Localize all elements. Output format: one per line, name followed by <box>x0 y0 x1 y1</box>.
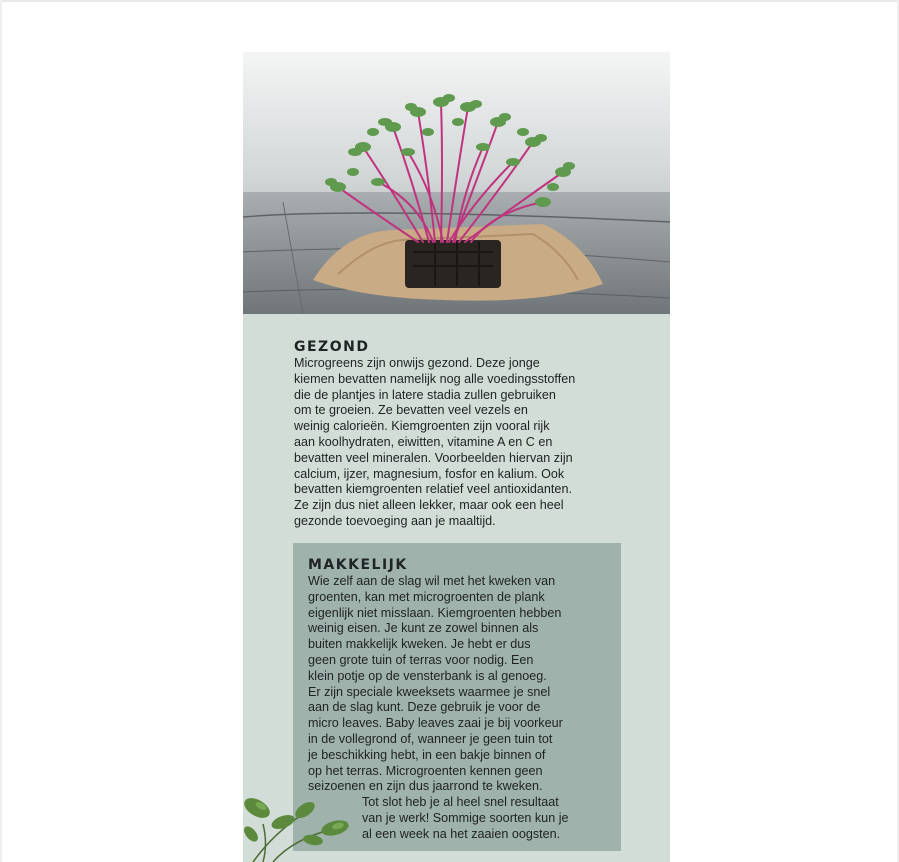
gezond-line: Microgreens zijn onwijs gezond. Deze jonge <box>294 356 540 370</box>
viewer-left-border <box>0 0 2 862</box>
gezond-line: om te groeien. Ze bevatten veel vezels en <box>294 403 528 418</box>
makkelijk-line: Tot slot heb je al heel snel resultaat <box>362 795 559 810</box>
makkelijk-line: buiten makkelijk kweken. Je hebt er dus <box>308 637 531 652</box>
gezond-section <box>294 339 619 530</box>
flyer-page <box>243 52 670 862</box>
makkelijk-line: seizoenen en zijn dus jaarrond te kweken. <box>308 779 543 794</box>
makkelijk-line: je beschikking hebt, in een bakje binnen of <box>308 747 546 762</box>
leaf-sprig-photo <box>243 794 363 862</box>
gezond-line: gezonde toevoeging aan je maaltijd. <box>294 513 496 528</box>
gezond-line: aan koolhydraten, eiwitten, vitamine A en C en <box>294 434 553 449</box>
gezond-heading: GEZOND <box>294 339 370 355</box>
makkelijk-line: Er zijn speciale kweeksets waarmee je snel <box>308 684 551 699</box>
microgreens-photo <box>243 52 670 314</box>
makkelijk-line: geen grote tuin of terras voor nodig. Een <box>308 652 534 667</box>
makkelijk-line: weinig eisen. Je kunt ze zowel binnen als <box>308 621 539 636</box>
makkelijk-line: micro leaves. Baby leaves zaai je bij voorkeur <box>308 716 563 731</box>
gezond-line: calcium, ijzer, magnesium, fosfor en kalium. Ook <box>294 466 565 481</box>
makkelijk-line: Wie zelf aan de slag wil met het kweken van <box>308 574 556 588</box>
viewer-top-border <box>0 0 899 2</box>
makkelijk-line: van je werk! Sommige soorten kun je <box>362 810 569 825</box>
gezond-line: bevatten veel mineralen. Voorbeelden hiervan zijn <box>294 450 573 465</box>
gezond-line: weinig calorieën. Kiemgroenten zijn vooral rijk <box>294 419 550 434</box>
gezond-line: Ze zijn dus niet alleen lekker, maar ook een heel <box>294 498 564 513</box>
makkelijk-line: al een week na het zaaien oogsten. <box>362 826 561 841</box>
makkelijk-line: klein potje op de vensterbank is al genoeg. <box>308 668 547 683</box>
makkelijk-line: in de vollegrond of, wanneer je geen tuin tot <box>308 731 553 746</box>
gezond-line: kiemen bevatten namelijk nog alle voedingsstoffen <box>294 371 576 386</box>
makkelijk-line: aan de slag kunt. Deze gebruik je voor de <box>308 700 541 715</box>
makkelijk-line: eigenlijk niet misslaan. Kiemgroenten hebben <box>308 605 562 620</box>
makkelijk-line: op het terras. Microgroenten kennen geen <box>308 763 543 778</box>
makkelijk-line: groenten, kan met microgroenten de plank <box>308 589 545 604</box>
gezond-line: bevatten kiemgroenten relatief veel antioxidanten. <box>294 482 572 497</box>
gezond-line: die de plantjes in latere stadia zullen gebruiken <box>294 387 556 402</box>
makkelijk-heading: MAKKELIJK <box>308 557 408 573</box>
